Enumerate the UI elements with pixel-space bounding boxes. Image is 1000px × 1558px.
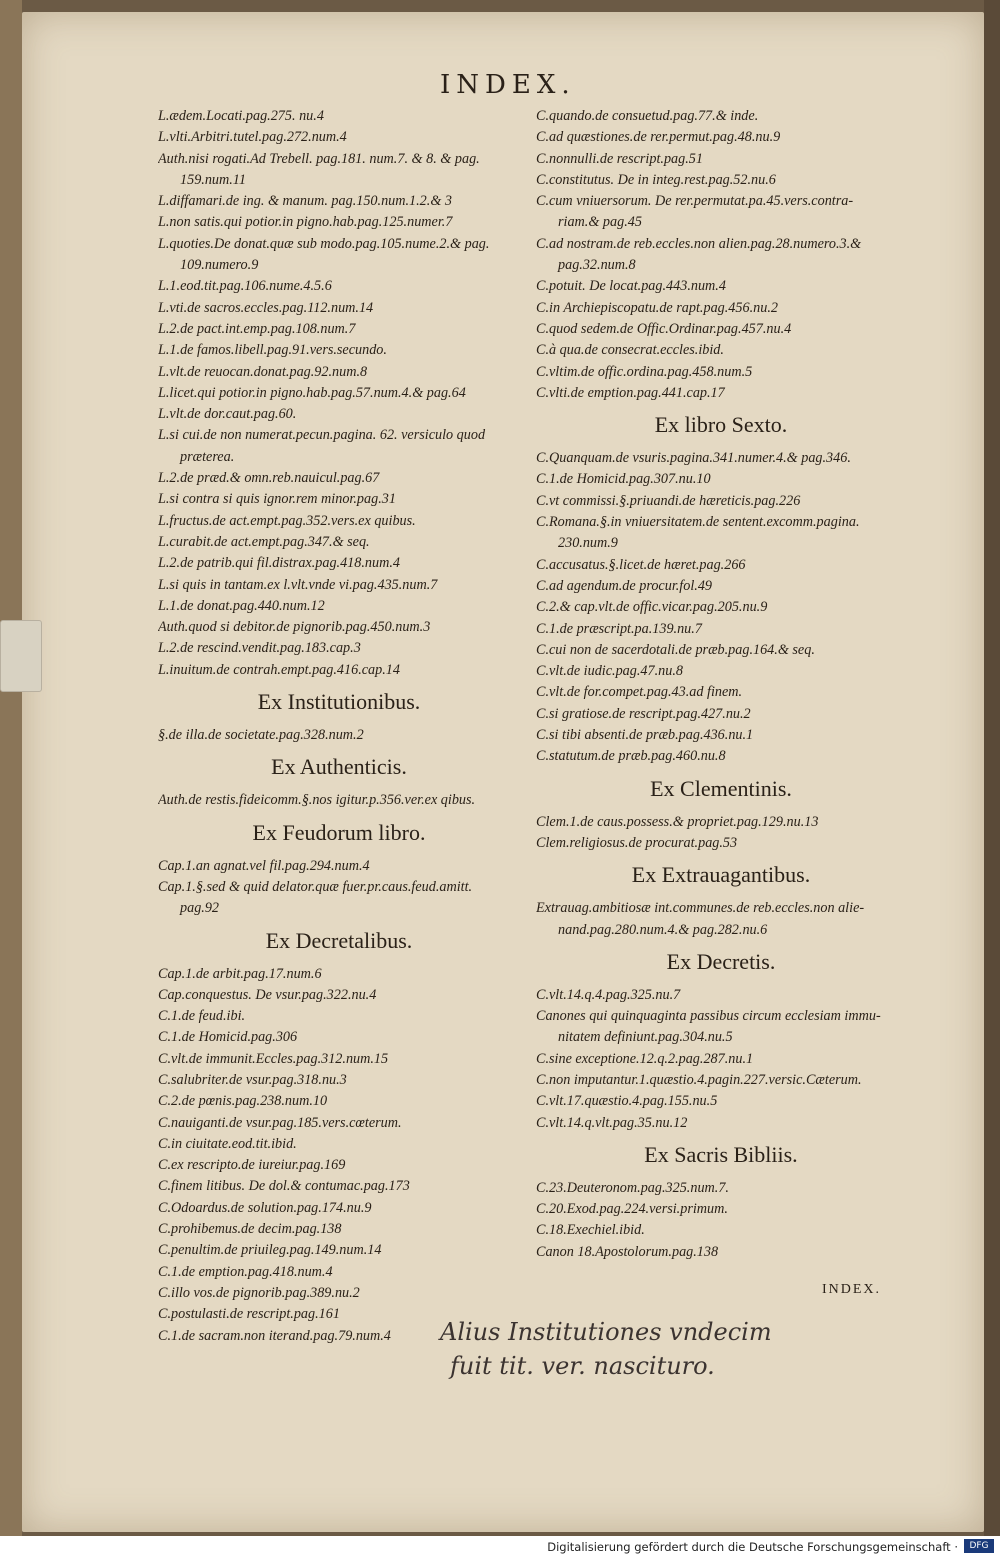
index-entry: C.illo vos.de pignorib.pag.389.nu.2	[158, 1284, 360, 1301]
index-entry: L.non satis.qui potior.in pigno.hab.pag.125.numer.7	[158, 214, 453, 231]
right-entries-bibliis	[536, 1178, 906, 1263]
index-entry: L.1.de famos.libell.pag.91.vers.secundo.	[158, 342, 387, 359]
index-entry: C.quod sedem.de Offic.Ordinar.pag.457.nu.4	[536, 320, 792, 337]
section-heading-authenticis: Ex Authenticis.	[271, 754, 407, 780]
index-entry: C.vlt.de immunit.Eccles.pag.312.num.15	[158, 1050, 389, 1067]
index-entry: C.vlt.17.quæstio.4.pag.155.nu.5	[536, 1093, 718, 1110]
index-entry: C.1.de præscript.pa.139.nu.7	[536, 620, 702, 637]
index-entry: L.1.eod.tit.pag.106.nume.4.5.6	[158, 278, 332, 295]
index-entry: C.finem litibus. De dol.& contumac.pag.173	[158, 1178, 410, 1195]
index-entry: C.postulasti.de rescript.pag.161	[158, 1306, 340, 1323]
index-entry: riam.& pag.45	[558, 214, 642, 231]
section-heading-sexto: Ex libro Sexto.	[654, 412, 788, 438]
left-entries-authenticis	[158, 790, 520, 811]
handwritten-line-2: fuit tit. ver. nascituro.	[450, 1352, 715, 1380]
section-heading-institutiones: Ex Institutionibus.	[257, 689, 421, 715]
index-entry: Cap.1.an agnat.vel fil.pag.294.num.4	[158, 857, 370, 874]
index-entry: Clem.religiosus.de procurat.pag.53	[536, 834, 738, 851]
index-entry: L.2.de patrib.qui fil.distrax.pag.418.num.4	[158, 555, 400, 572]
index-entry: Cap.1.§.sed & quid delator.quæ fuer.pr.caus.feud.amitt.	[158, 878, 473, 895]
index-entry: L.fructus.de act.empt.pag.352.vers.ex quibus.	[158, 512, 416, 529]
index-entry: C.Quanquam.de vsuris.pagina.341.numer.4.& pag.346.	[536, 450, 851, 467]
section-heading-bibliis: Ex Sacris Bibliis.	[644, 1141, 798, 1167]
left-entries-codex	[158, 106, 520, 681]
index-entry: C.cui non de sacerdotali.de præb.pag.164.& seq.	[536, 641, 815, 658]
index-entry: C.1.de sacram.non iterand.pag.79.num.4	[158, 1327, 391, 1344]
index-entry: Auth.nisi rogati.Ad Trebell. pag.181. num.7. & 8. & pag.	[158, 150, 480, 167]
left-entries-institutiones	[158, 725, 520, 746]
index-entry: Cap.1.de arbit.pag.17.num.6	[158, 965, 322, 982]
left-entries-decretalibus	[158, 964, 520, 1347]
section-heading-clementinis: Ex Clementinis.	[650, 775, 792, 801]
left-column	[158, 106, 520, 1347]
right-entries-extrauagantibus	[536, 898, 906, 941]
index-entry: C.vlt.de for.compet.pag.43.ad finem.	[536, 684, 743, 701]
index-entry: L.inuitum.de contrah.empt.pag.416.cap.14	[158, 661, 400, 678]
index-entry: C.penultim.de priuileg.pag.149.num.14	[158, 1242, 382, 1259]
index-entry: C.vlt.14.q.4.pag.325.nu.7	[536, 986, 681, 1003]
catchword: INDEX.	[822, 1282, 882, 1297]
index-entry: C.nauiganti.de vsur.pag.185.vers.cœterum.	[158, 1114, 402, 1131]
index-entry: L.ædem.Locati.pag.275. nu.4	[158, 108, 324, 124]
index-entry: præterea.	[180, 448, 235, 465]
index-entry: C.18.Exechiel.ibid.	[536, 1222, 645, 1239]
index-entry: L.2.de præd.& omn.reb.nauicul.pag.67	[158, 470, 380, 487]
index-entry: C.ex rescripto.de iureiur.pag.169	[158, 1157, 346, 1174]
index-entry: C.ad agendum.de procur.fol.49	[536, 577, 713, 594]
index-entry: C.constitutus. De in integ.rest.pag.52.nu.6	[536, 171, 776, 188]
index-entry: nand.pag.280.num.4.& pag.282.nu.6	[558, 921, 768, 938]
left-entries-feudorum	[158, 856, 520, 920]
binding-clip	[0, 620, 42, 692]
index-entry: Auth.quod si debitor.de pignorib.pag.450.num.3	[158, 619, 431, 636]
index-entry: C.vt commissi.§.priuandi.de hæreticis.pag.226	[536, 492, 801, 509]
index-entry: C.si gratiose.de rescript.pag.427.nu.2	[536, 705, 751, 722]
index-entry: C.2.de pœnis.pag.238.num.10	[158, 1093, 328, 1110]
index-entry: Cap.conquestus. De vsur.pag.322.nu.4	[158, 986, 377, 1003]
right-entries-clementinis	[536, 812, 906, 855]
index-entry: C.non imputantur.1.quæstio.4.pagin.227.versic.Cæterum.	[536, 1071, 862, 1088]
index-entry: C.20.Exod.pag.224.versi.primum.	[536, 1201, 728, 1218]
index-entry: C.prohibemus.de decim.pag.138	[158, 1221, 342, 1238]
index-entry: C.accusatus.§.licet.de hæret.pag.266	[536, 556, 746, 573]
index-entry: L.vlt.de reuocan.donat.pag.92.num.8	[158, 363, 368, 380]
handwritten-line-1: Alius Institutiones vndecim	[440, 1318, 772, 1346]
index-entry: L.1.de donat.pag.440.num.12	[158, 597, 325, 614]
index-entry: L.vlt.de dor.caut.pag.60.	[158, 406, 297, 423]
index-entry: L.si quis in tantam.ex l.vlt.vnde vi.pag.435.num.7	[158, 576, 438, 593]
index-entry: L.si cui.de non numerat.pecun.pagina. 62. versiculo quod	[158, 427, 486, 444]
index-entry: C.in Archiepiscopatu.de rapt.pag.456.nu.2	[536, 299, 778, 316]
index-entry: C.sine exceptione.12.q.2.pag.287.nu.1	[536, 1050, 754, 1067]
index-entry: C.Odoardus.de solution.pag.174.nu.9	[158, 1199, 372, 1216]
index-entry: C.vlti.de emption.pag.441.cap.17	[536, 384, 725, 401]
index-entry: C.23.Deuteronom.pag.325.num.7.	[536, 1179, 729, 1196]
index-entry: Clem.1.de caus.possess.& propriet.pag.129.nu.13	[536, 813, 819, 830]
index-entry: C.quando.de consuetud.pag.77.& inde.	[536, 108, 759, 124]
index-entry: nitatem definiunt.pag.304.nu.5	[558, 1029, 733, 1046]
right-entries-decretales	[536, 106, 906, 404]
index-entry: C.cum vniuersorum. De rer.permutat.pa.45.vers.contra-	[536, 193, 854, 210]
index-entry: L.vlti.Arbitri.tutel.pag.272.num.4	[158, 129, 347, 146]
index-entry: C.statutum.de præb.pag.460.nu.8	[536, 748, 726, 765]
index-entry: 109.numero.9	[180, 257, 259, 274]
right-entries-sexto	[536, 448, 906, 767]
index-entry: Extrauag.ambitiosæ int.communes.de reb.eccles.non alie-	[536, 900, 865, 917]
index-entry: pag.92	[180, 900, 220, 917]
index-entry: L.curabit.de act.empt.pag.347.& seq.	[158, 533, 370, 550]
index-entry: L.2.de rescind.vendit.pag.183.cap.3	[158, 640, 361, 657]
index-entry: C.vlt.14.q.vlt.pag.35.nu.12	[536, 1114, 688, 1131]
index-entry: C.ad quæstiones.de rer.permut.pag.48.nu.9	[536, 129, 781, 146]
index-entry: Canones qui quinquaginta passibus circum ecclesiam immu-	[536, 1008, 881, 1025]
page-edge-left	[0, 0, 22, 1558]
index-entry: C.1.de feud.ibi.	[158, 1008, 246, 1025]
index-entry: C.vltim.de offic.ordina.pag.458.num.5	[536, 363, 753, 380]
index-entry: C.à qua.de consecrat.eccles.ibid.	[536, 342, 724, 359]
index-entry: L.si contra si quis ignor.rem minor.pag.31	[158, 491, 396, 508]
index-entry: C.Romana.§.in vniuersitatem.de sentent.excomm.pagina.	[536, 514, 860, 531]
right-entries-decretis	[536, 985, 906, 1134]
index-entry: C.nonnulli.de rescript.pag.51	[536, 150, 703, 167]
section-heading-decretis: Ex Decretis.	[666, 948, 776, 974]
index-entry: L.vti.de sacros.eccles.pag.112.num.14	[158, 299, 374, 316]
index-entry: §.de illa.de societate.pag.328.num.2	[158, 727, 364, 744]
index-entry: Auth.de restis.fideicomm.§.nos igitur.p.356.ver.ex qibus.	[158, 792, 476, 809]
index-entry: C.1.de Homicid.pag.307.nu.10	[536, 471, 711, 488]
index-entry: C.vlt.de iudic.pag.47.nu.8	[536, 663, 683, 680]
index-entry: L.quoties.De donat.quæ sub modo.pag.105.nume.2.& pag.	[158, 235, 490, 252]
index-entry: L.2.de pact.int.emp.pag.108.num.7	[158, 320, 356, 337]
handwritten-note	[440, 1315, 772, 1383]
index-entry: C.2.& cap.vlt.de offic.vicar.pag.205.nu.9	[536, 599, 768, 616]
index-entry: L.diffamari.de ing. & manum. pag.150.num.1.2.& 3	[158, 193, 453, 210]
index-entry: pag.32.num.8	[558, 257, 636, 274]
right-column	[536, 106, 906, 1263]
index-entry: 230.num.9	[558, 535, 618, 552]
index-entry: C.potuit. De locat.pag.443.num.4	[536, 278, 726, 295]
page-header: INDEX.	[440, 70, 576, 100]
section-heading-extrauagantibus: Ex Extrauagantibus.	[631, 862, 811, 888]
index-entry: Canon 18.Apostolorum.pag.138	[536, 1243, 719, 1260]
index-entry: L.licet.qui potior.in pigno.hab.pag.57.num.4.& pag.64	[158, 384, 466, 401]
page-edge-right	[984, 0, 1000, 1558]
section-heading-feudorum: Ex Feudorum libro.	[252, 819, 426, 845]
index-entry: C.1.de emption.pag.418.num.4	[158, 1263, 333, 1280]
section-heading-decretalibus: Ex Decretalibus.	[265, 927, 413, 953]
index-entry: C.in ciuitate.eod.tit.ibid.	[158, 1135, 297, 1152]
digitization-credit: Digitalisierung gefördert durch die Deutsche Forschungsgemeinschaft ·	[547, 1540, 958, 1554]
index-entry: C.si tibi absenti.de præb.pag.436.nu.1	[536, 727, 754, 744]
dfg-logo: DFG	[964, 1539, 994, 1553]
index-entry: C.1.de Homicid.pag.306	[158, 1029, 298, 1046]
index-entry: C.ad nostram.de reb.eccles.non alien.pag.28.numero.3.&	[536, 235, 862, 252]
index-entry: 159.num.11	[180, 171, 246, 188]
index-entry: C.salubriter.de vsur.pag.318.nu.3	[158, 1071, 347, 1088]
